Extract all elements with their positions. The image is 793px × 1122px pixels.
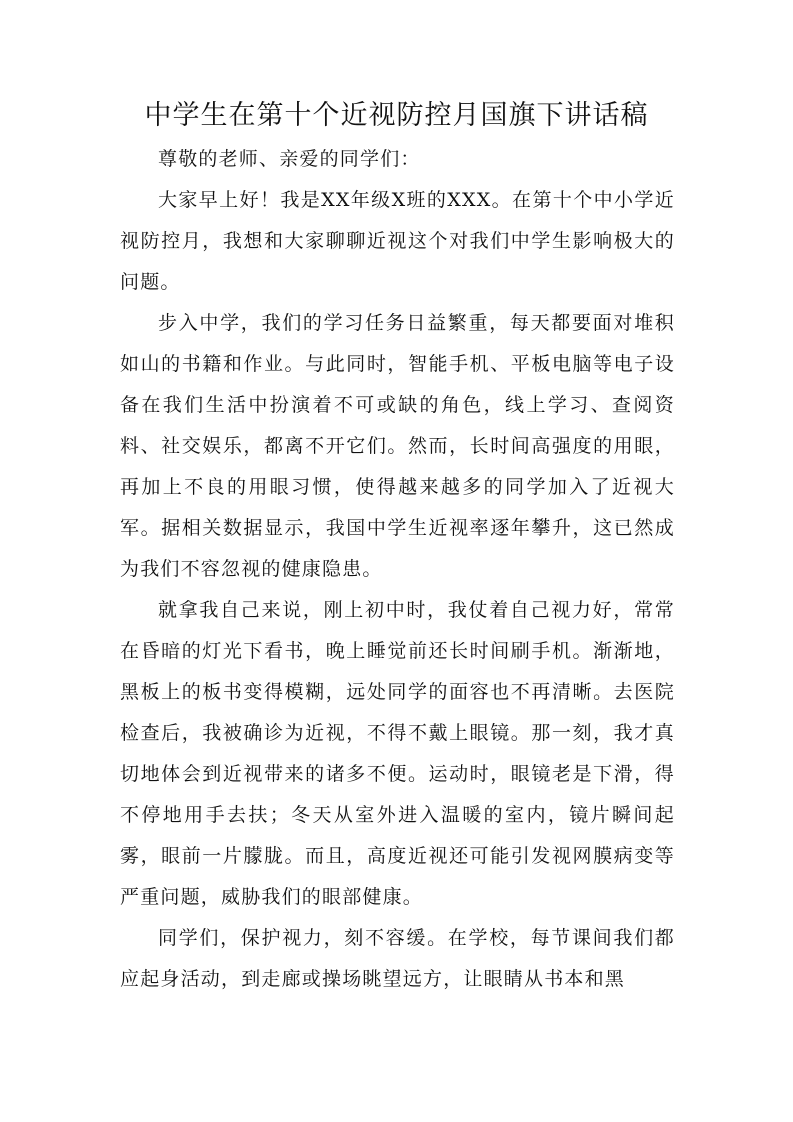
greeting-paragraph: 大家早上好！我是XX年级X班的XXX。在第十个中小学近视防控月，我想和大家聊聊近视这个对我们中学生影响极大的问题。 <box>120 189 675 293</box>
document-body <box>120 139 675 1000</box>
salutation-paragraph: 尊敬的老师、亲爱的同学们： <box>158 148 421 170</box>
study-pressure-paragraph: 步入中学，我们的学习任务日益繁重，每天都要面对堆积如山的书籍和作业。与此同时，智能手机、平板电脑等电子设备在我们生活中扮演着不可或缺的角色，线上学习、查阅资料、社交娱乐，都离不开它们。然而，长时间高强度的用眼，再加上不良的用眼习惯，使得越来越多的同学加入了近视大军。据相关数据显示，我国中学生近视率逐年攀升，这已然成为我们不容忽视的健康隐患。 <box>120 312 675 580</box>
personal-experience-paragraph: 就拿我自己来说，刚上初中时，我仗着自己视力好，常常在昏暗的灯光下看书，晚上睡觉前还长时间刷手机。渐渐地，黑板上的板书变得模糊，远处同学的面容也不再清晰。去医院检查后，我被确诊为近视，不得不戴上眼镜。那一刻，我才真切地体会到近视带来的诸多不便。运动时，眼镜老是下滑，得不停地用手去扶；冬天从室外进入温暖的室内，镜片瞬间起雾，眼前一片朦胧。而且，高度近视还可能引发视网膜病变等严重问题，威胁我们的眼部健康。 <box>120 599 675 908</box>
eye-protection-paragraph: 同学们，保护视力，刻不容缓。在学校，每节课间我们都应起身活动，到走廊或操场眺望远方，让眼睛从书本和黑 <box>120 927 675 990</box>
document-title: 中学生在第十个近视防控月国旗下讲话稿 <box>144 100 649 131</box>
